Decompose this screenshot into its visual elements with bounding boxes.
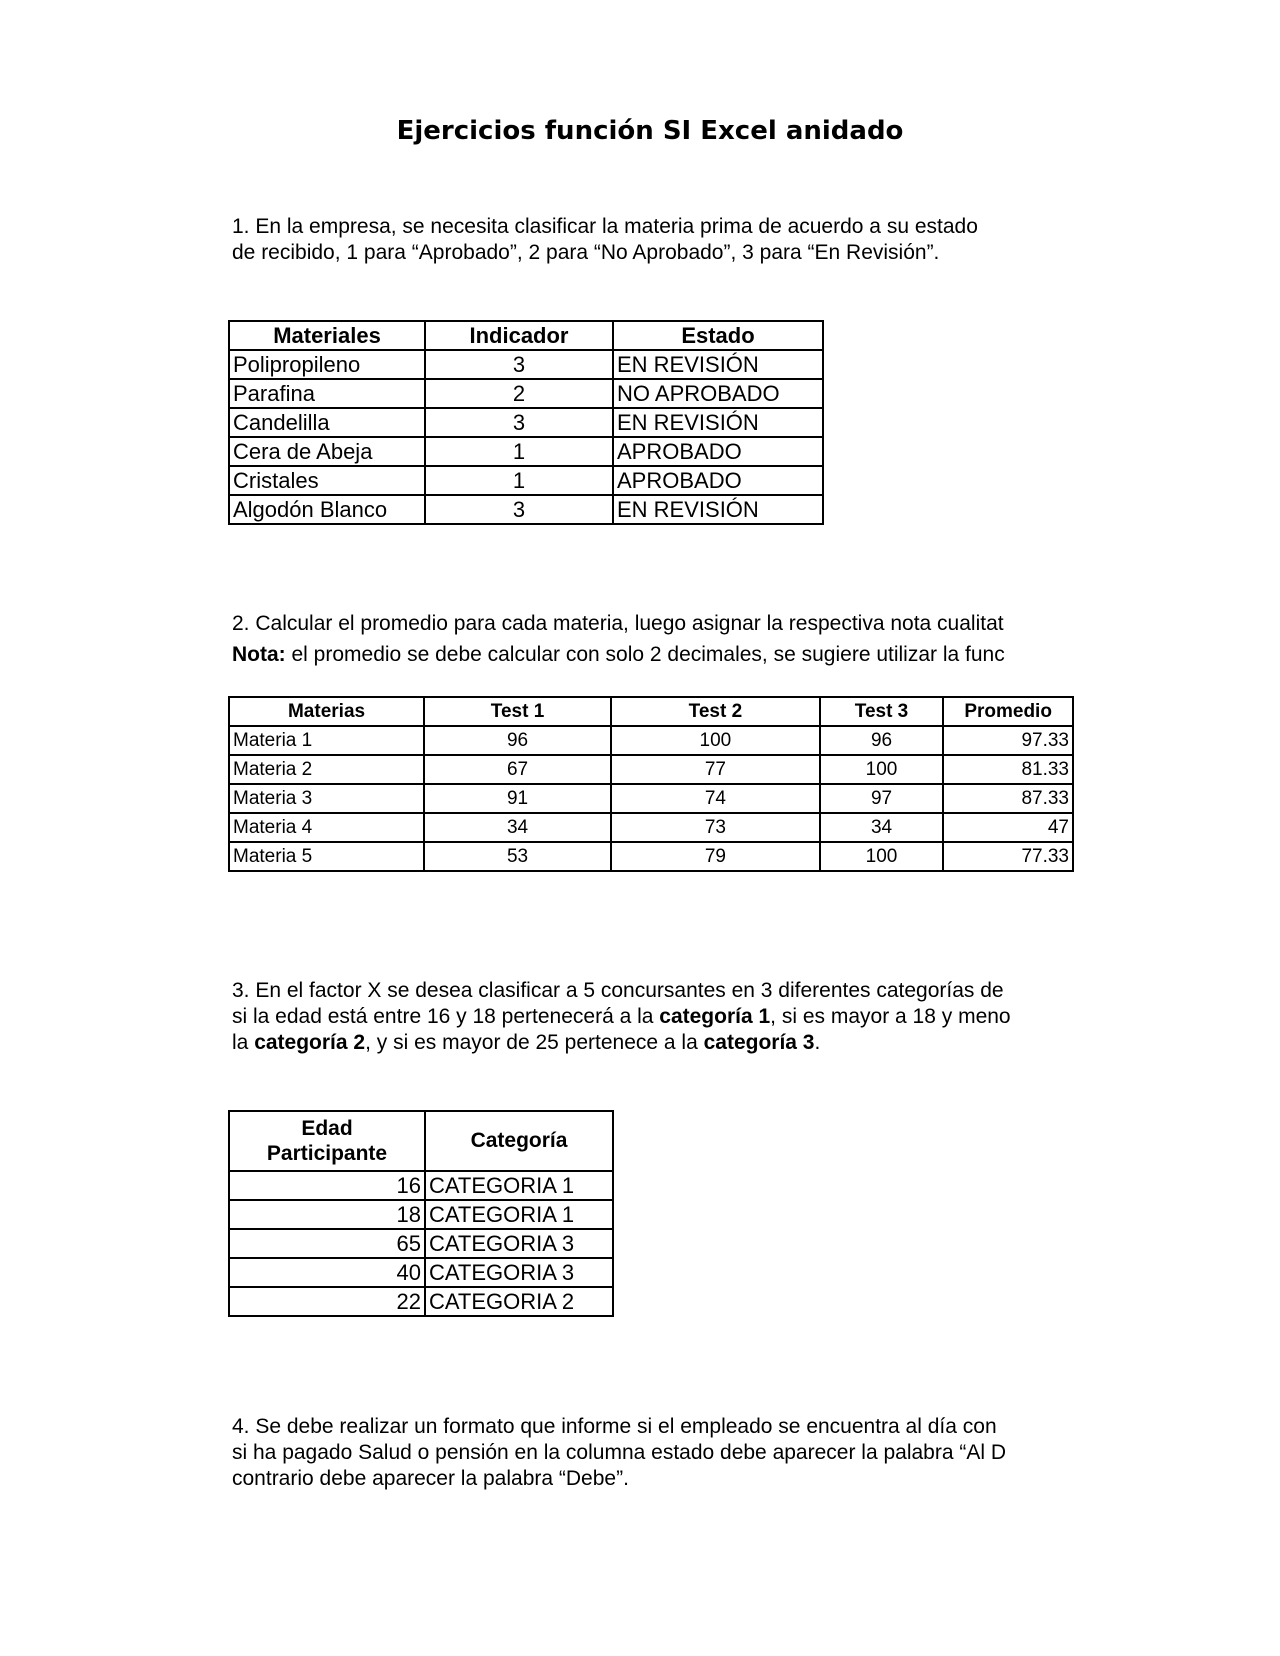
cell-indicador: 1 [425, 437, 613, 466]
exercise-1-text [232, 214, 1078, 266]
exercise-4-line-2: si ha pagado Salud o pensión en la columna estado debe aparecer la palabra “Al D [232, 1441, 1007, 1464]
table-row [229, 755, 1073, 784]
cell-test-1: 96 [424, 726, 611, 755]
cell-test-1: 53 [424, 842, 611, 871]
cell-indicador: 3 [425, 350, 613, 379]
cell-materia: Materia 5 [229, 842, 424, 871]
header-edad-line-2: Participante [266, 1142, 388, 1165]
document-title: Ejercicios función SI Excel anidado [396, 116, 904, 146]
table-row [229, 1258, 613, 1287]
note-text: el promedio se debe calcular con solo 2 decimales, se sugiere utilizar la func [285, 643, 1005, 666]
table-row [229, 842, 1073, 871]
grades-table [228, 696, 1074, 872]
line-3-part-e: . [814, 1031, 821, 1054]
cell-material: Candelilla [229, 408, 425, 437]
cell-materia: Materia 4 [229, 813, 424, 842]
ages-table [228, 1110, 614, 1317]
cell-test-3: 97 [820, 784, 943, 813]
exercise-3-line-2 [232, 1004, 1078, 1030]
line-3-category-2: categoría 2 [254, 1031, 366, 1054]
cell-promedio: 47 [943, 813, 1073, 842]
table-row [229, 1171, 613, 1200]
cell-test-2: 74 [611, 784, 820, 813]
cell-material: Parafina [229, 379, 425, 408]
table-row [229, 784, 1073, 813]
note-label: Nota: [232, 643, 286, 666]
cell-estado: EN REVISIÓN [613, 495, 823, 524]
cell-edad: 22 [229, 1287, 425, 1316]
cell-estado: EN REVISIÓN [613, 350, 823, 379]
table-row [229, 408, 823, 437]
cell-test-1: 67 [424, 755, 611, 784]
exercise-3-line-3 [232, 1030, 1078, 1056]
cell-test-2: 79 [611, 842, 820, 871]
table-row [229, 379, 823, 408]
cell-test-3: 100 [820, 755, 943, 784]
cell-indicador: 2 [425, 379, 613, 408]
cell-test-2: 77 [611, 755, 820, 784]
materials-table-wrapper [228, 320, 828, 525]
exercise-2-text [232, 608, 1078, 670]
header-test-2: Test 2 [611, 697, 820, 726]
cell-material: Polipropileno [229, 350, 425, 379]
cell-categoria: CATEGORIA 2 [425, 1287, 613, 1316]
cell-materia: Materia 1 [229, 726, 424, 755]
header-promedio: Promedio [943, 697, 1073, 726]
table-row [229, 726, 1073, 755]
header-indicador: Indicador [425, 321, 613, 350]
header-estado: Estado [613, 321, 823, 350]
line-3-part-a: la [232, 1031, 255, 1054]
table-header-row [229, 697, 1073, 726]
cell-material: Cristales [229, 466, 425, 495]
table-row [229, 350, 823, 379]
grades-table-wrapper [228, 696, 1074, 872]
line-3-part-c: , y si es mayor de 25 pertenece a la [365, 1031, 704, 1054]
cell-edad: 16 [229, 1171, 425, 1200]
table-header-row [229, 321, 823, 350]
table-row [229, 813, 1073, 842]
line-3-category-3: categoría 3 [703, 1031, 815, 1054]
cell-material: Cera de Abeja [229, 437, 425, 466]
cell-materia: Materia 3 [229, 784, 424, 813]
cell-estado: EN REVISIÓN [613, 408, 823, 437]
materials-table [228, 320, 824, 525]
table-row [229, 1287, 613, 1316]
table-row [229, 1229, 613, 1258]
header-test-1: Test 1 [424, 697, 611, 726]
table-row [229, 466, 823, 495]
cell-categoria: CATEGORIA 1 [425, 1200, 613, 1229]
header-edad-participante [229, 1111, 425, 1171]
cell-edad: 40 [229, 1258, 425, 1287]
table-row [229, 1200, 613, 1229]
table-row [229, 437, 823, 466]
ages-table-wrapper [228, 1110, 628, 1317]
exercise-2-line-1: 2. Calcular el promedio para cada materia, luego asignar la respectiva nota cualitat [232, 612, 1004, 635]
cell-categoria: CATEGORIA 3 [425, 1258, 613, 1287]
exercise-4-line-1: 4. Se debe realizar un formato que informe si el empleado se encuentra al día con [232, 1415, 997, 1438]
cell-categoria: CATEGORIA 3 [425, 1229, 613, 1258]
cell-materia: Materia 2 [229, 755, 424, 784]
cell-test-3: 96 [820, 726, 943, 755]
cell-material: Algodón Blanco [229, 495, 425, 524]
cell-test-3: 34 [820, 813, 943, 842]
cell-test-3: 100 [820, 842, 943, 871]
exercise-1-line-1: 1. En la empresa, se necesita clasificar la materia prima de acuerdo a su estado [232, 215, 978, 238]
cell-test-1: 34 [424, 813, 611, 842]
cell-edad: 65 [229, 1229, 425, 1258]
cell-indicador: 1 [425, 466, 613, 495]
cell-estado: APROBADO [613, 466, 823, 495]
header-categoria: Categoría [425, 1111, 613, 1171]
cell-indicador: 3 [425, 495, 613, 524]
table-header-row [229, 1111, 613, 1171]
cell-edad: 18 [229, 1200, 425, 1229]
cell-test-2: 100 [611, 726, 820, 755]
header-materias: Materias [229, 697, 424, 726]
exercise-1-line-2: de recibido, 1 para “Aprobado”, 2 para “No Aprobado”, 3 para “En Revisión”. [232, 241, 940, 264]
exercise-3-line-1: 3. En el factor X se desea clasificar a 5 concursantes en 3 diferentes categorías de [232, 979, 1004, 1002]
table-row [229, 495, 823, 524]
line-2-category-1: categoría 1 [659, 1005, 771, 1028]
exercise-4-line-3: contrario debe aparecer la palabra “Debe”. [232, 1467, 629, 1490]
header-materiales: Materiales [229, 321, 425, 350]
cell-estado: NO APROBADO [613, 379, 823, 408]
cell-promedio: 77.33 [943, 842, 1073, 871]
cell-categoria: CATEGORIA 1 [425, 1171, 613, 1200]
cell-test-2: 73 [611, 813, 820, 842]
cell-promedio: 87.33 [943, 784, 1073, 813]
exercise-4-text [232, 1414, 1078, 1492]
cell-test-1: 91 [424, 784, 611, 813]
header-test-3: Test 3 [820, 697, 943, 726]
cell-estado: APROBADO [613, 437, 823, 466]
cell-promedio: 97.33 [943, 726, 1073, 755]
line-2-part-c: , si es mayor a 18 y meno [770, 1005, 1011, 1028]
cell-promedio: 81.33 [943, 755, 1073, 784]
exercise-2-note [232, 639, 1078, 670]
line-2-part-a: si la edad está entre 16 y 18 pertenecerá a la [232, 1005, 660, 1028]
exercise-3-text [232, 978, 1078, 1056]
cell-indicador: 3 [425, 408, 613, 437]
header-edad-line-1: Edad [301, 1117, 353, 1140]
